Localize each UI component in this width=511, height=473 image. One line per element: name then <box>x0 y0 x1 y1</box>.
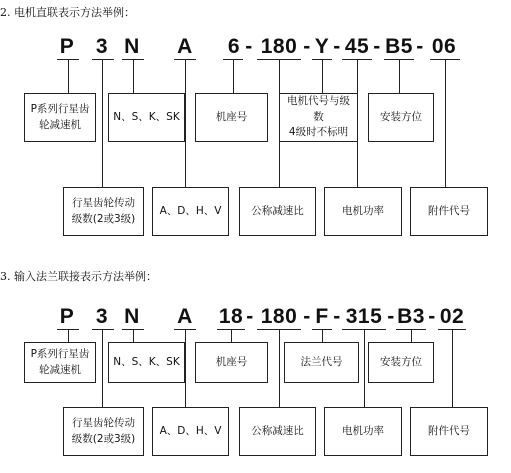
code-dash: - <box>333 305 341 328</box>
connector <box>68 59 69 93</box>
code-series: P <box>59 35 75 58</box>
code-dash: - <box>246 305 254 328</box>
code-mount: A <box>177 35 193 58</box>
box-stages: 行星齿轮传动 级数(2或3级) <box>63 187 144 236</box>
connector <box>102 59 103 187</box>
underline <box>92 329 114 330</box>
code-dash: - <box>245 35 253 58</box>
box-flange-code: 法兰代号 <box>284 342 359 383</box>
underline <box>92 59 114 60</box>
connector <box>322 59 323 93</box>
box-series: P系列行星齿轮减速机 <box>24 342 96 383</box>
connector <box>364 329 365 407</box>
box-frame: 机座号 <box>195 342 268 383</box>
code-dash: - <box>428 305 436 328</box>
box-power: 电机功率 <box>324 407 402 456</box>
code-dash: - <box>373 35 381 58</box>
connector <box>279 329 280 407</box>
code-stages: 3 <box>95 305 109 328</box>
connector <box>185 59 186 187</box>
connector <box>231 329 232 342</box>
connector <box>445 59 446 187</box>
code-dash: - <box>416 35 424 58</box>
code-power: 45 <box>344 35 370 58</box>
code-dash: - <box>303 305 311 328</box>
box-accessory: 附件代号 <box>410 187 488 236</box>
code-type: N <box>124 35 140 58</box>
connector <box>411 329 412 342</box>
box-mount: A、D、H、V <box>152 187 229 236</box>
box-frame: 机座号 <box>195 93 268 142</box>
code-series: P <box>59 305 75 328</box>
connector <box>452 329 453 407</box>
box-type: N、S、K、SK <box>108 342 185 383</box>
code-type: N <box>124 305 140 328</box>
section-1-title: 2. 电机直联表示方法举例： <box>0 6 135 19</box>
box-accessory: 附件代号 <box>410 407 488 456</box>
box-stages: 行星齿轮传动 级数(2或3级) <box>63 407 144 456</box>
code-accessory: 06 <box>431 35 457 58</box>
box-series: P系列行星齿轮减速机 <box>24 93 96 142</box>
box-position: 安装方位 <box>368 93 434 142</box>
section-2-title: 3. 输入法兰联接表示方法举例： <box>0 270 157 283</box>
connector <box>102 329 103 407</box>
box-ratio: 公称减速比 <box>239 187 316 236</box>
code-dash: - <box>303 35 311 58</box>
code-accessory: 02 <box>439 305 465 328</box>
connector <box>68 329 69 342</box>
connector <box>322 329 323 342</box>
connector <box>185 329 186 407</box>
connector <box>399 59 400 93</box>
box-mount: A、D、H、V <box>152 407 229 456</box>
code-ratio: 180 <box>260 35 298 58</box>
code-ratio: 180 <box>260 305 298 328</box>
connector <box>133 329 134 342</box>
code-power: 315 <box>345 305 383 328</box>
code-frame: 18 <box>218 305 244 328</box>
code-position: B5 <box>385 35 413 58</box>
box-position: 安装方位 <box>368 342 434 383</box>
code-stages: 3 <box>95 35 109 58</box>
code-frame: 6 <box>227 35 241 58</box>
connector <box>133 59 134 93</box>
code-dash: - <box>387 305 395 328</box>
box-type: N、S、K、SK <box>108 93 185 142</box>
box-power: 电机功率 <box>324 187 402 236</box>
code-motor: Y <box>314 35 330 58</box>
code-dash: - <box>333 35 341 58</box>
connector <box>233 59 234 93</box>
box-ratio: 公称减速比 <box>239 407 316 456</box>
code-mount: A <box>177 305 193 328</box>
box-motor-code: 电机代号与级数 4级时不标明 <box>279 93 358 142</box>
code-position: B3 <box>397 305 425 328</box>
code-flange: F <box>315 305 329 328</box>
